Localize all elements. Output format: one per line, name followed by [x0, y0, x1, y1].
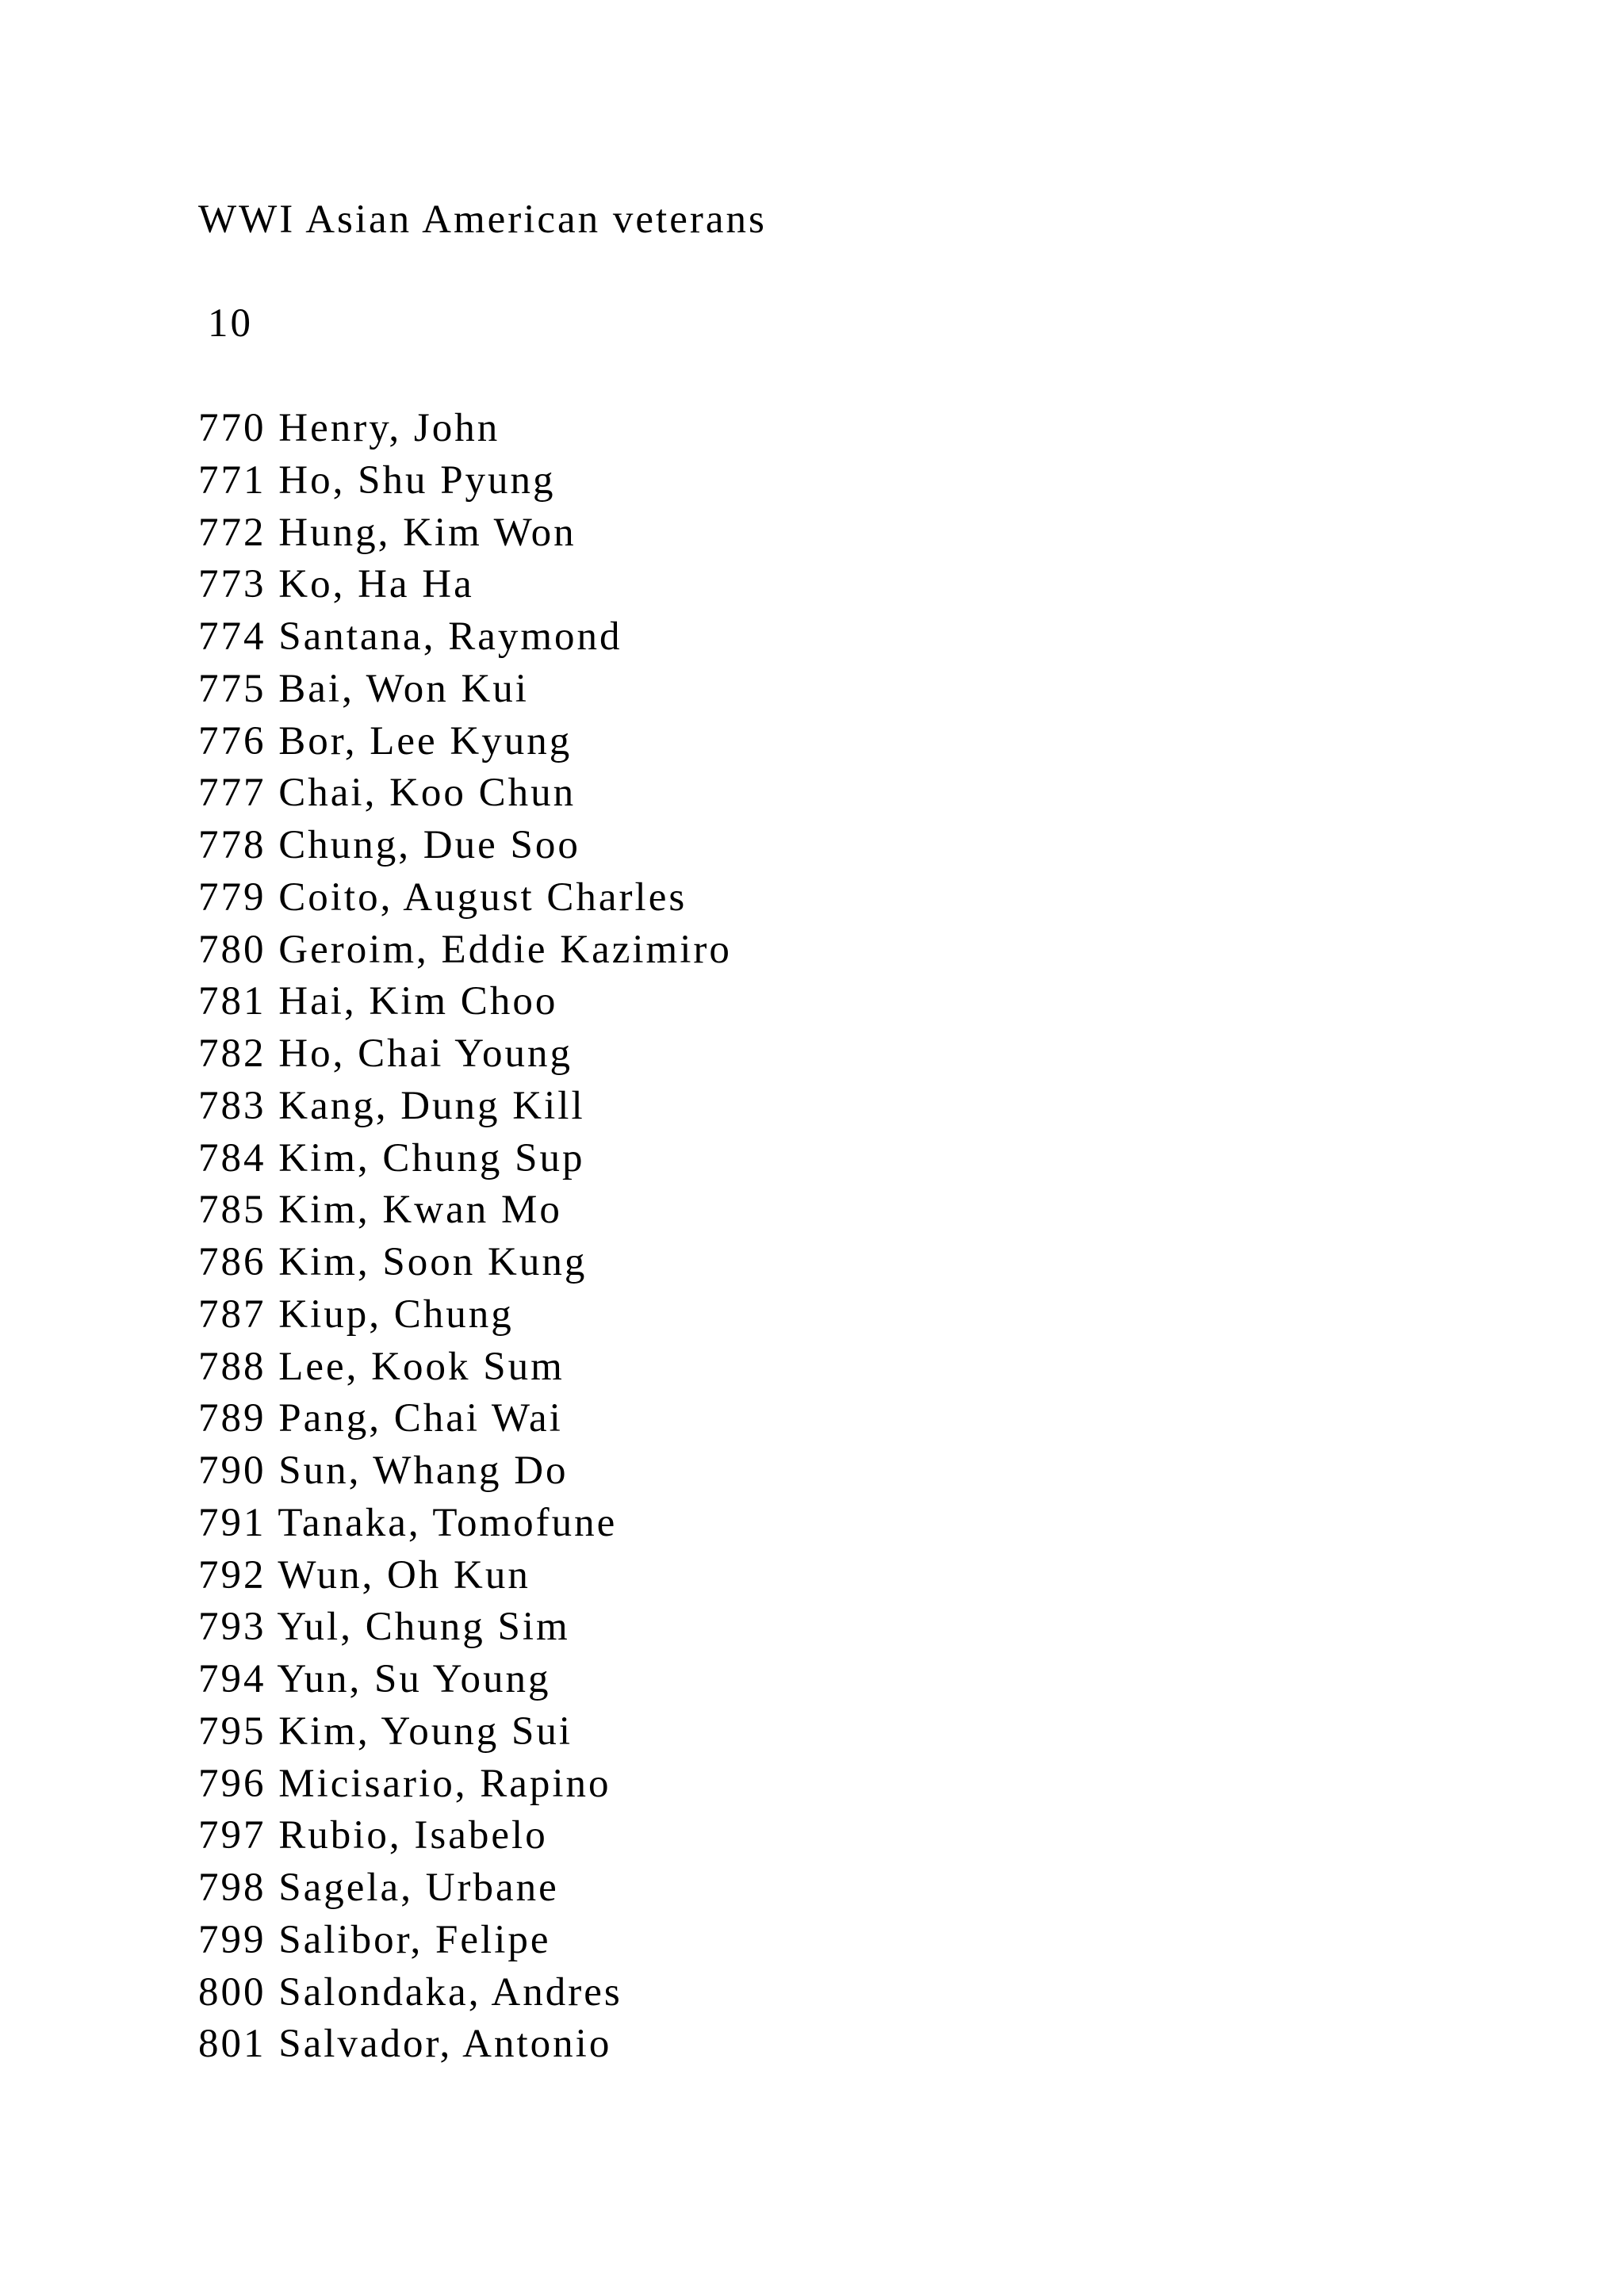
entry-number: 796 — [198, 1761, 266, 1806]
veteran-name: Chai, Koo Chun — [278, 771, 576, 816]
list-item — [198, 1601, 732, 1654]
entry-number: 783 — [198, 1083, 266, 1128]
list-item — [198, 507, 732, 560]
entry-number: 797 — [198, 1813, 266, 1858]
list-item — [198, 976, 732, 1028]
entry-number: 785 — [198, 1188, 266, 1233]
entry-number: 788 — [198, 1344, 266, 1389]
list-item — [198, 1028, 732, 1081]
list-item — [198, 1810, 732, 1862]
veteran-name: Santana, Raymond — [278, 614, 622, 659]
entry-number: 791 — [198, 1500, 266, 1545]
list-item — [198, 1341, 732, 1394]
list-item — [198, 1706, 732, 1758]
list-item — [198, 1550, 732, 1602]
entry-number: 772 — [198, 510, 266, 555]
entry-number: 794 — [198, 1657, 266, 1701]
veteran-name: Chung, Due Soo — [278, 823, 580, 867]
list-item — [198, 716, 732, 768]
veteran-name: Ho, Shu Pyung — [278, 457, 556, 503]
veteran-name: Kim, Kwan Mo — [278, 1188, 562, 1233]
entry-number: 799 — [198, 1917, 266, 1962]
veteran-name: Tanaka, Tomofune — [278, 1500, 618, 1545]
entry-number: 774 — [198, 614, 266, 659]
entry-number: 770 — [198, 406, 266, 450]
veteran-roster-list — [198, 403, 732, 2071]
veteran-name: Kang, Dung Kill — [278, 1083, 585, 1128]
entry-number: 776 — [198, 718, 266, 763]
entry-number: 787 — [198, 1292, 266, 1337]
veteran-name: Hai, Kim Choo — [278, 979, 558, 1024]
list-item — [198, 1184, 732, 1237]
entry-number: 789 — [198, 1396, 266, 1441]
entry-number: 773 — [198, 562, 266, 607]
veteran-name: Kim, Chung Sup — [278, 1135, 585, 1181]
entry-number: 781 — [198, 979, 266, 1024]
entry-number: 800 — [198, 1969, 266, 2015]
list-item — [198, 1862, 732, 1915]
list-item — [198, 1393, 732, 1445]
veteran-name: Wun, Oh Kun — [278, 1552, 530, 1598]
entry-number: 777 — [198, 771, 266, 816]
entry-number: 775 — [198, 666, 266, 711]
veteran-name: Sun, Whang Do — [278, 1448, 569, 1493]
document-title: WWI Asian American veterans — [198, 197, 767, 242]
veteran-name: Kim, Soon Kung — [278, 1240, 588, 1284]
veteran-name: Hung, Kim Won — [278, 510, 576, 555]
list-item — [198, 559, 732, 611]
list-item — [198, 1445, 732, 1498]
entry-number: 771 — [198, 457, 266, 503]
list-item — [198, 820, 732, 872]
entry-number: 793 — [198, 1605, 266, 1650]
entry-number: 786 — [198, 1240, 266, 1284]
veteran-name: Yul, Chung Sim — [277, 1605, 570, 1650]
list-item — [198, 611, 732, 664]
list-item — [198, 924, 732, 977]
veteran-name: Bor, Lee Kyung — [278, 718, 573, 763]
list-item — [198, 455, 732, 507]
list-item — [198, 872, 732, 924]
list-item — [198, 664, 732, 716]
veteran-name: Ko, Ha Ha — [278, 562, 474, 607]
veteran-name: Geroim, Eddie Kazimiro — [278, 927, 732, 972]
list-item — [198, 1289, 732, 1341]
veteran-name: Coito, August Charles — [278, 874, 688, 920]
entry-number: 795 — [198, 1709, 266, 1754]
list-item — [198, 1081, 732, 1133]
entry-number: 790 — [198, 1448, 266, 1493]
list-item — [198, 767, 732, 820]
veteran-name: Sagela, Urbane — [278, 1866, 559, 1910]
entry-number: 778 — [198, 823, 266, 867]
veteran-name: Kim, Young Sui — [278, 1709, 573, 1754]
veteran-name: Rubio, Isabelo — [278, 1813, 548, 1858]
veteran-name: Micisario, Rapino — [278, 1761, 611, 1806]
page-number: 10 — [208, 301, 253, 346]
entry-number: 784 — [198, 1135, 266, 1181]
veteran-name: Salondaka, Andres — [278, 1969, 622, 2015]
veteran-name: Salvador, Antonio — [278, 2022, 612, 2067]
list-item — [198, 1498, 732, 1550]
veteran-name: Yun, Su Young — [277, 1657, 551, 1701]
list-item — [198, 1967, 732, 2019]
list-item — [198, 2019, 732, 2071]
list-item — [198, 1758, 732, 1811]
list-item — [198, 1133, 732, 1185]
list-item — [198, 403, 732, 455]
veteran-name: Salibor, Felipe — [278, 1917, 551, 1962]
entry-number: 801 — [198, 2022, 266, 2067]
entry-number: 779 — [198, 874, 266, 920]
entry-number: 782 — [198, 1031, 266, 1076]
veteran-name: Pang, Chai Wai — [278, 1396, 563, 1441]
list-item — [198, 1915, 732, 1967]
veteran-name: Kiup, Chung — [278, 1292, 514, 1337]
entry-number: 798 — [198, 1866, 266, 1910]
entry-number: 792 — [198, 1552, 266, 1598]
list-item — [198, 1654, 732, 1706]
veteran-name: Henry, John — [278, 406, 500, 450]
entry-number: 780 — [198, 927, 266, 972]
veteran-name: Ho, Chai Young — [278, 1031, 573, 1076]
veteran-name: Lee, Kook Sum — [278, 1344, 565, 1389]
list-item — [198, 1237, 732, 1289]
veteran-name: Bai, Won Kui — [278, 666, 529, 711]
